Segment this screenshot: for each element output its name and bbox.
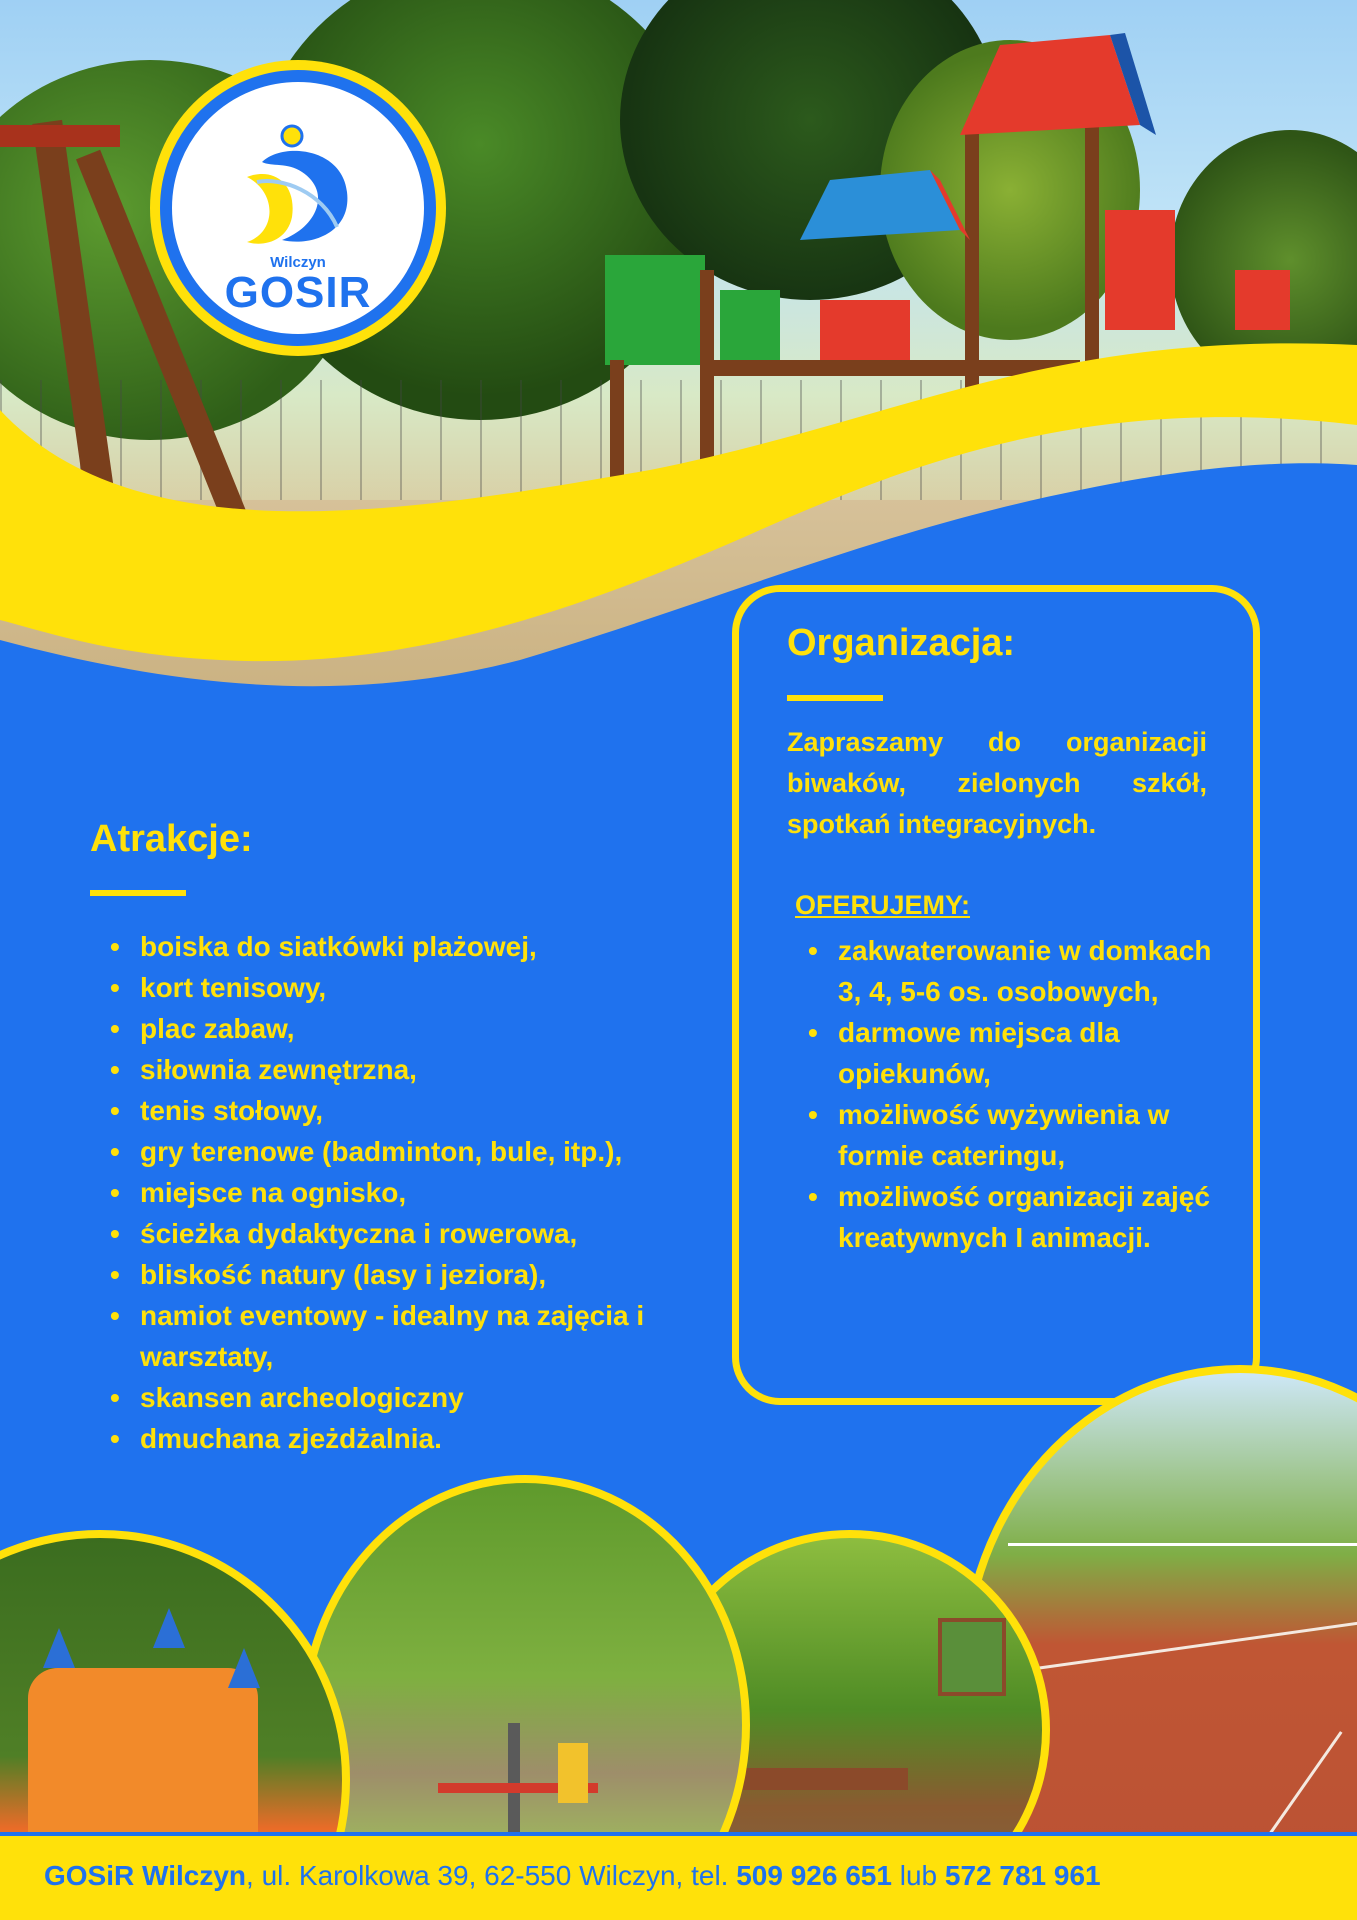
organization-paragraph: Zapraszamy do organizacji biwaków, zielonych szkół, spotkań integracyjnych. bbox=[787, 727, 1207, 839]
turret-roof bbox=[153, 1608, 185, 1648]
red-roof bbox=[960, 25, 1160, 145]
attraction-item: • kort tenisowy, bbox=[104, 967, 704, 1008]
footer-phone-2[interactable]: 572 781 961 bbox=[944, 1860, 1101, 1891]
footer-connector: lub bbox=[891, 1860, 945, 1891]
offer-item: • możliwość organizacji zajęć kreatywnych I animacji. bbox=[802, 1176, 1222, 1258]
court-line bbox=[1030, 1598, 1357, 1671]
attraction-item: • ścieżka dydaktyczna i rowerowa, bbox=[104, 1213, 704, 1254]
offer-item: • możliwość wyżywienia w formie cateringu, bbox=[802, 1094, 1222, 1176]
attractions-underline bbox=[90, 890, 186, 896]
offer-list bbox=[802, 930, 1222, 1258]
offer-item: • zakwaterowanie w domkach 3, 4, 5-6 os. osobowych, bbox=[802, 930, 1222, 1012]
attraction-item: • namiot eventowy - idealny na zajęcia i warsztaty, bbox=[104, 1295, 704, 1377]
blue-roof bbox=[800, 170, 970, 260]
gym-sign bbox=[558, 1743, 588, 1803]
attraction-item: • dmuchana zjeżdżalnia. bbox=[104, 1418, 704, 1459]
offer-heading: OFERUJEMY: bbox=[795, 890, 971, 920]
attraction-item: • skansen archeologiczny bbox=[104, 1377, 704, 1418]
footer-contact bbox=[44, 1860, 1101, 1892]
attraction-item: • plac zabaw, bbox=[104, 1008, 704, 1049]
logo-subtitle: Wilczyn bbox=[270, 254, 326, 271]
organization-underline bbox=[787, 695, 883, 701]
info-board bbox=[938, 1618, 1006, 1696]
attraction-item: • boiska do siatkówki plażowej, bbox=[104, 926, 704, 967]
footer-phone-1[interactable]: 509 926 651 bbox=[736, 1860, 892, 1891]
court-net bbox=[1008, 1543, 1357, 1546]
attraction-item: • gry terenowe (badminton, bule, itp.), bbox=[104, 1131, 704, 1172]
attractions-list bbox=[104, 926, 704, 1459]
footer bbox=[0, 1832, 1357, 1920]
offer-item: • darmowe miejsca dla opiekunów, bbox=[802, 1012, 1222, 1094]
turret-roof bbox=[43, 1628, 75, 1668]
footer-name: GOSiR Wilczyn bbox=[44, 1860, 247, 1891]
organization-heading: Organizacja: bbox=[787, 622, 1016, 664]
attraction-item: • bliskość natury (lasy i jeziora), bbox=[104, 1254, 704, 1295]
attraction-item: • tenis stołowy, bbox=[104, 1090, 704, 1131]
footer-address: , ul. Karolkowa 39, 62-550 Wilczyn, tel. bbox=[246, 1860, 737, 1891]
turret-roof bbox=[228, 1648, 260, 1688]
attraction-item: • miejsce na ognisko, bbox=[104, 1172, 704, 1213]
attraction-item: • siłownia zewnętrzna, bbox=[104, 1049, 704, 1090]
attractions-heading: Atrakcje: bbox=[90, 818, 253, 860]
swimmer-icon bbox=[242, 122, 360, 252]
logo-title: GOSIR bbox=[224, 268, 372, 317]
gosir-logo bbox=[160, 70, 436, 346]
swing-beam bbox=[0, 125, 120, 147]
